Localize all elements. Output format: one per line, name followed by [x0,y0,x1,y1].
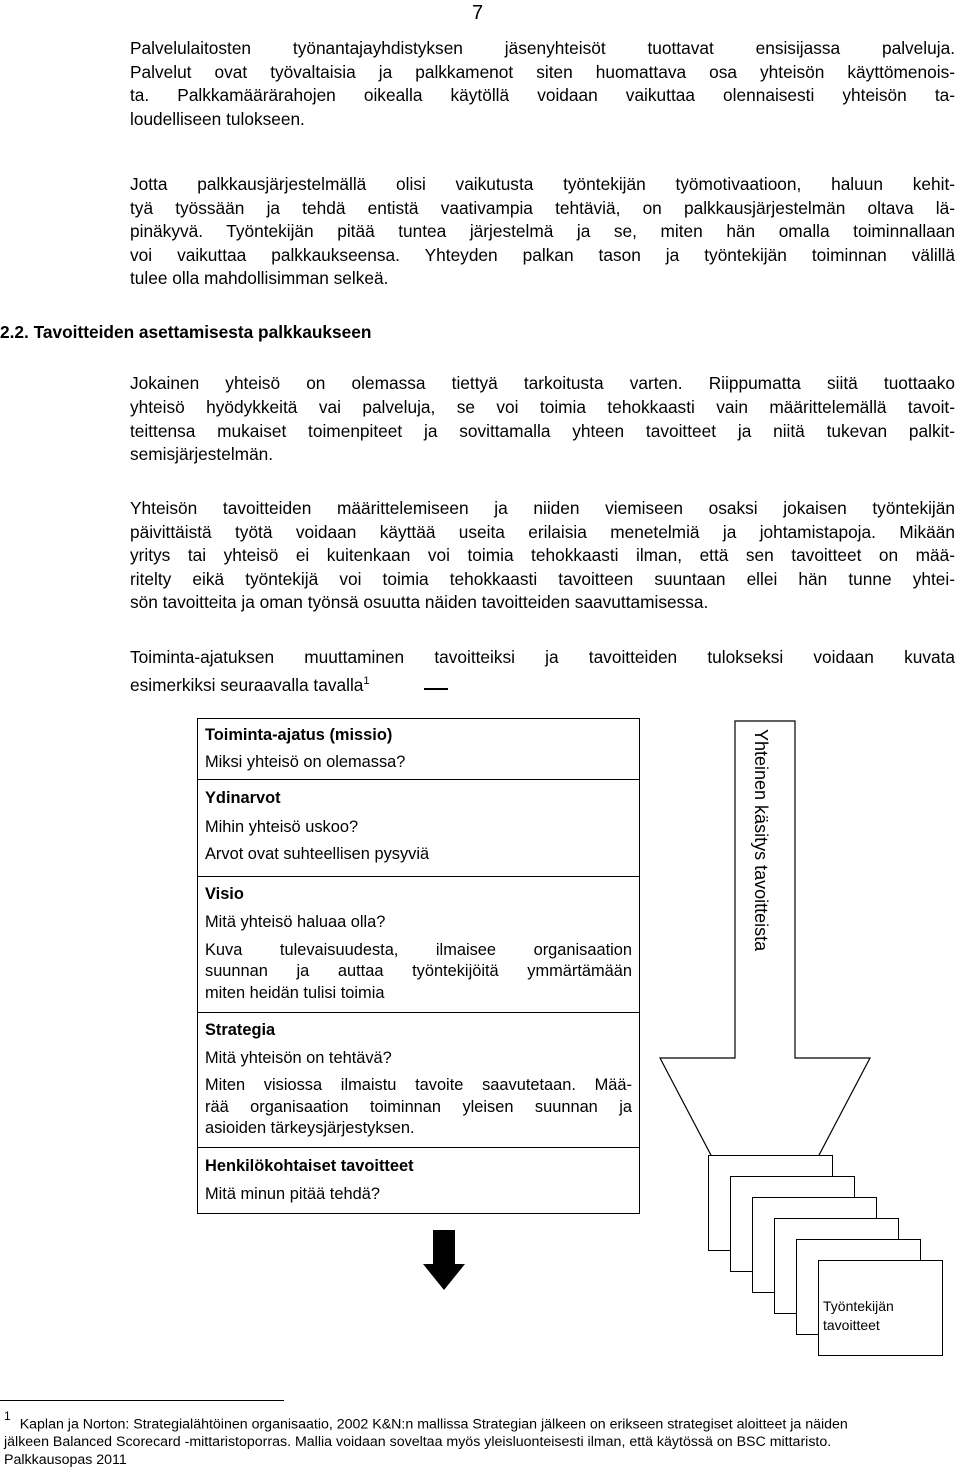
text-line: teittensa mukaiset toimenpiteet ja sovittamalla yhteen tavoitteet ja niitä tukevan palkit- [130,420,955,441]
employee-goals-label: Työntekijän [823,1298,894,1314]
text-line: voi vaikuttaa palkkaukseensa. Yhteyden palkan tason ja työntekijän toiminnan välillä [130,244,955,265]
text-line: yhteisö hyödykkeitä vai palveluja, se voi toimia tehokkaasti vain määrittelemällä tavoit- [130,397,955,417]
strategy-desc: Miten visiossa ilmaistu tavoite saavutetaan. Mää- [205,1076,632,1094]
text-line: ritelty eikä työntekijä voi toimia tehokkaasti tavoitteen suuntaan ellei hän tunne yhtei- [130,568,955,589]
vision-desc: suunnan ja auttaa työntekijöitä ymmärtämään [205,962,632,980]
strategy-desc: rää organisaation toiminnan yleisen suunnan ja [205,1097,632,1116]
footnote-ref[interactable]: 1 [363,674,370,687]
text-line: päivittäistä työtä voidaan käyttää useita erilaisia menetelmiä ja johtamistapoja. Mikään [130,521,955,542]
text-line: Yhteisön tavoitteiden määrittelemiseen ja niiden viemiseen osaksi jokaisen työntekijän [130,498,955,518]
vision-desc: Kuva tulevaisuudesta, ilmaisee organisaation [205,940,632,959]
values-cell [198,780,639,877]
vision-cell [198,877,639,1014]
footnote-rule [0,1400,284,1401]
text-line: tulee olla mahdollisimman selkeä. [130,268,389,289]
footnote [4,1410,956,1470]
personal-goals-cell [198,1148,639,1213]
footnote-text: Kaplan ja Norton: Strategialähtöinen organisaatio, 2002 K&N:n mallissa Strategian jälkeen on erikseen strategiset aloitteet ja näiden [19,1416,848,1433]
personal-goals-title: Henkilökohtaiset tavoitteet [205,1157,414,1175]
goals-hierarchy-box [197,718,640,1149]
footnote-line: jälkeen Balanced Scorecard -mittaristoporras. Mallia voidaan soveltaa myös yleisluonteisesti ilman, että käytössä on BSC mittaristo. [4,1433,832,1450]
vision-question: Mitä yhteisö haluaa olla? [205,913,386,931]
values-note: Arvot ovat suhteellisen pysyviä [205,845,430,863]
strategy-desc: asioiden tärkeysjärjestyksen. [205,1119,415,1137]
text-line: Palvelulaitosten työnantajayhdistyksen jäsenyhteisöt tuottavat ensisijassa palveluja. [130,38,955,58]
footnote-marker: 1 [4,1409,11,1423]
text-line: sön tavoitteita ja oman työnsä osuutta näiden tavoitteiden saavuttamisessa. [130,592,709,613]
text-line: tyä työssään ja tehdä entistä vaativampia tehtäviä, on palkkausjärjestelmän oltava lä- [130,197,955,218]
values-question: Mihin yhteisö uskoo? [205,817,359,836]
text-line: pinäkyvä. Työntekijän pitää tuntea järjestelmä ja se, miten hän omalla toiminnallaan [130,221,955,242]
footnote-line [4,1410,956,1435]
arrow-label-vertical: Yhteinen käsitys tavoitteista [751,729,771,952]
values-title: Ydinarvot [205,789,281,807]
text-line: yritys tai yhteisö ei kuitenkaan voi toimia tehokkaasti ilman, että sen tavoitteet on mää- [130,545,955,566]
strategy-question: Mitä yhteisön on tehtävä? [205,1048,392,1067]
section-heading: 2.2. Tavoitteiden asettamisesta palkkaukseen [0,322,372,342]
small-arrow-head [423,1264,465,1290]
page-number: 7 [472,2,484,24]
text-line: ta. Palkkamäärärahojen oikealla käytöllä voidaan vaikuttaa olennaisesti yhteisön ta- [130,85,955,106]
personal-goals-box [197,1147,640,1214]
text-line: Jokainen yhteisö on olemassa tiettyä tarkoitusta varten. Riippumatta siitä tuottaako [130,373,955,393]
personal-goals-question: Mitä minun pitää tehdä? [205,1184,380,1203]
mission-title: Toiminta-ajatus (missio) [205,726,393,744]
mission-question: Miksi yhteisö on olemassa? [205,752,406,771]
text-line: loudelliseen tulokseen. [130,108,305,129]
text-fragment: esimerkiksi seuraavalla tavalla [130,674,364,695]
vision-desc: miten heidän tulisi toimia [205,983,385,1002]
text-line: Jotta palkkausjärjestelmällä olisi vaikutusta työntekijän työmotivaatioon, haluun kehit- [130,174,955,194]
text-line: semisjärjestelmän. [130,444,274,465]
employee-goals-label: tavoitteet [823,1317,880,1333]
vision-title: Visio [205,884,244,903]
strategy-cell [198,1013,639,1148]
page-footer: Palkkausopas 2011 [4,1451,127,1468]
employee-goals-card [818,1260,943,1356]
small-arrow-shaft [433,1230,455,1264]
mission-cell [198,719,639,780]
text-line: Toiminta-ajatuksen muuttaminen tavoitteiksi ja tavoitteiden tulokseksi voidaan kuvata [130,647,955,667]
text-line: Palvelut ovat työvaltaisia ja palkkamenot siten huomattava osa yhteisön käyttömenois- [130,61,955,82]
strategy-title: Strategia [205,1021,276,1039]
